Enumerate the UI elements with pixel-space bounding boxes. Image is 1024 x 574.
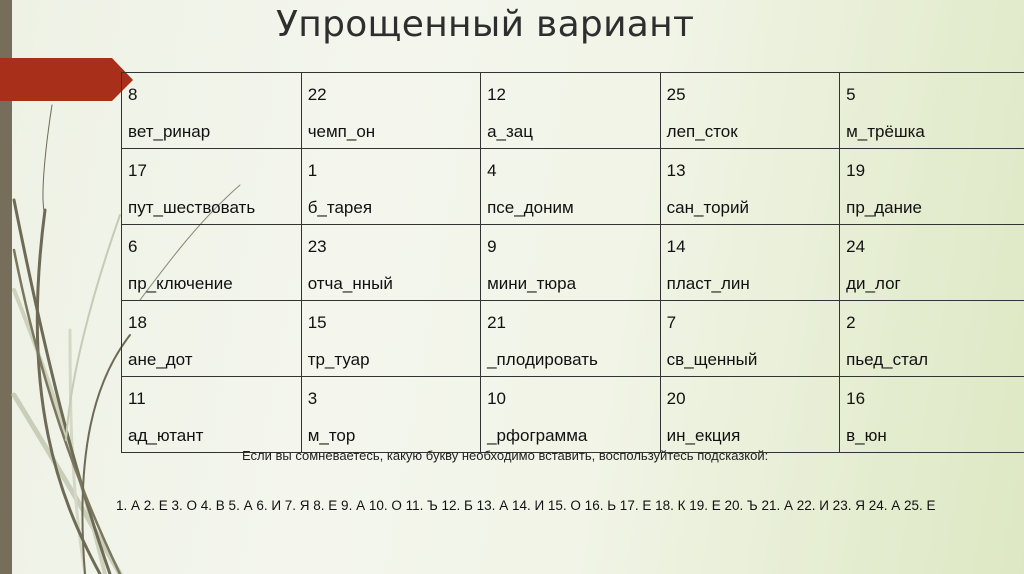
table-cell	[840, 301, 1024, 377]
cell-word: _плодировать	[487, 350, 598, 369]
cell-word: вет_ринар	[128, 122, 211, 141]
table-cell	[660, 377, 839, 453]
cell-number: 17	[128, 161, 147, 180]
cell-number: 4	[487, 161, 497, 180]
table-cell	[122, 73, 302, 149]
table-row	[122, 301, 1024, 377]
cell-word: ин_екция	[666, 426, 741, 445]
cell-word: мини_тюра	[487, 274, 577, 293]
cell-number: 16	[846, 389, 866, 408]
table-cell	[481, 149, 661, 225]
table-cell	[301, 73, 480, 149]
cell-number: 1	[307, 161, 318, 180]
cell-word: м_тор	[307, 426, 356, 445]
cell-number: 13	[666, 161, 686, 180]
cell-number: 20	[666, 389, 686, 408]
cell-word: в_юн	[846, 426, 887, 445]
cell-number: 10	[487, 389, 507, 408]
hint-text: Если вы сомневаетесь, какую букву необходимо вставить, воспользуйтесь подсказкой:	[242, 448, 769, 463]
cell-word: пр_ключение	[128, 274, 233, 293]
table-cell	[840, 149, 1024, 225]
table-cell	[840, 377, 1024, 453]
cell-word: псе_доним	[487, 198, 574, 217]
cell-number: 8	[128, 85, 138, 104]
table-row	[122, 73, 1024, 149]
cell-number: 7	[666, 313, 677, 332]
cell-number: 3	[307, 389, 318, 408]
cell-word: пр_дание	[846, 198, 922, 217]
cell-number: 12	[487, 85, 507, 104]
cell-number: 14	[666, 237, 686, 256]
cell-number: 24	[846, 237, 866, 256]
slide-title: Упрощенный вариант	[276, 4, 695, 45]
table-cell	[122, 225, 302, 301]
cell-word: пьед_стал	[846, 350, 929, 369]
cell-number: 6	[128, 237, 138, 256]
table-cell	[122, 301, 302, 377]
cell-word: м_трёшка	[846, 122, 925, 141]
table-cell	[660, 73, 839, 149]
table-cell	[301, 377, 480, 453]
cell-word: б_тарея	[307, 198, 373, 217]
cell-number: 23	[307, 237, 327, 256]
table-row	[122, 377, 1024, 453]
table-cell	[301, 149, 480, 225]
table-cell	[481, 301, 661, 377]
table-cell	[481, 73, 661, 149]
cell-number: 5	[846, 85, 856, 104]
table-cell	[481, 225, 661, 301]
cell-word: сан_торий	[666, 198, 749, 217]
cell-word: св_щенный	[666, 350, 758, 369]
cell-word: чемп_он	[307, 122, 376, 141]
cell-number: 2	[846, 313, 856, 332]
table-cell	[660, 301, 839, 377]
cell-word: а_зац	[487, 122, 533, 141]
word-table	[121, 72, 1024, 453]
table-cell	[301, 301, 480, 377]
cell-number: 19	[846, 161, 866, 180]
cell-number: 15	[307, 313, 327, 332]
cell-word: _рфограмма	[487, 426, 588, 445]
cell-word: пут_шествовать	[128, 198, 256, 217]
cell-number: 21	[487, 313, 507, 332]
table-cell	[840, 225, 1024, 301]
cell-word: ад_ютант	[128, 426, 204, 445]
cell-number: 25	[666, 85, 686, 104]
cell-word: тр_туар	[307, 350, 370, 369]
cell-word: ане_дот	[128, 350, 193, 369]
table-cell	[301, 225, 480, 301]
table-cell	[660, 149, 839, 225]
cell-word: пласт_лин	[666, 274, 750, 293]
cell-word: леп_сток	[666, 122, 738, 141]
cell-number: 11	[128, 389, 146, 408]
table-cell	[122, 377, 302, 453]
cell-number: 18	[128, 313, 147, 332]
cell-number: 9	[487, 237, 497, 256]
cell-number: 22	[307, 85, 327, 104]
table-cell	[840, 73, 1024, 149]
table-cell	[481, 377, 661, 453]
cell-word: ди_лог	[846, 274, 901, 293]
table-cell	[122, 149, 302, 225]
red-arrow-banner	[0, 58, 133, 101]
table-row	[122, 149, 1024, 225]
table-row	[122, 225, 1024, 301]
cell-word: отча_нный	[307, 274, 393, 293]
answer-key: 1. А 2. Е 3. О 4. В 5. А 6. И 7. Я 8. Е 9. А 10. О 11. Ъ 12. Б 13. А 14. И 15. О 16. Ь 17. Е 18. К 19. Е 20. Ъ 21. А 22. И 23. Я 24. А 25. Е	[116, 498, 936, 513]
table-cell	[660, 225, 839, 301]
